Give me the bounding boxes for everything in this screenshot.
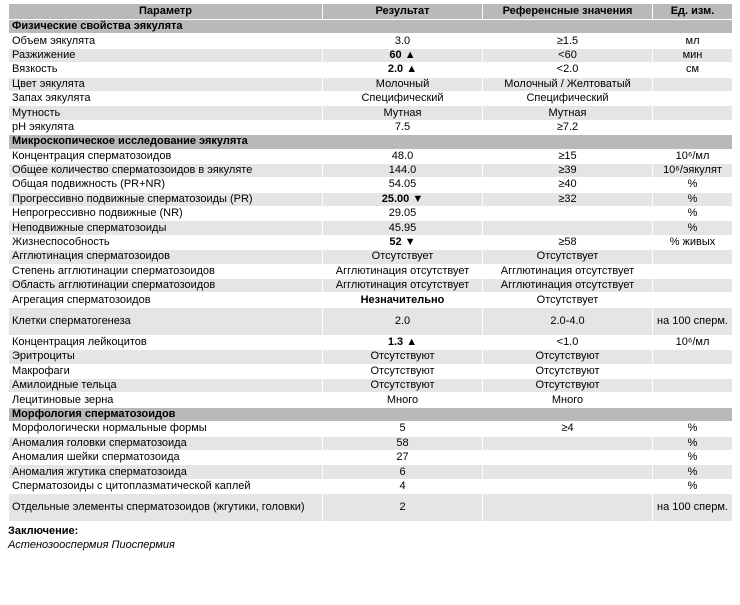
unit-cell: 10⁶/мл (653, 149, 733, 163)
table-row (9, 63, 733, 77)
param-cell: Лецитиновые зерна (9, 393, 323, 407)
ref-cell: 2.0-4.0 (483, 307, 653, 335)
ref-cell (483, 436, 653, 450)
param-cell: Сперматозоиды с цитоплазматической каплей (9, 479, 323, 493)
ref-cell: Отсутствует (483, 250, 653, 264)
param-cell: Область агглютинации сперматозоидов (9, 279, 323, 293)
ref-cell: Отсутствуют (483, 364, 653, 378)
table-row (9, 221, 733, 235)
table-row (9, 48, 733, 62)
ref-cell: ≥4 (483, 422, 653, 436)
param-cell: Общая подвижность (PR+NR) (9, 178, 323, 192)
ref-cell: ≥15 (483, 149, 653, 163)
ref-cell: Специфический (483, 91, 653, 105)
unit-cell (653, 293, 733, 307)
unit-cell (653, 77, 733, 91)
result-cell: Агглютинация отсутствует (323, 279, 483, 293)
results-table (8, 3, 733, 522)
result-cell: 25.00 ▼ (323, 192, 483, 206)
param-cell: Запах эякулята (9, 91, 323, 105)
unit-cell (653, 350, 733, 364)
table-row (9, 250, 733, 264)
section-title: Физические свойства эякулята (9, 20, 733, 34)
section-header (9, 407, 733, 421)
result-cell: 2.0 (323, 307, 483, 335)
conclusion-label: Заключение: (8, 525, 79, 538)
param-cell: Общее количество сперматозоидов в эякуляте (9, 163, 323, 177)
unit-cell: % (653, 422, 733, 436)
conclusion (8, 524, 732, 552)
unit-cell: % (653, 479, 733, 493)
unit-cell: на 100 сперм. (653, 307, 733, 335)
param-cell: Концентрация сперматозоидов (9, 149, 323, 163)
param-cell: Аномалия жгутика сперматозоида (9, 465, 323, 479)
unit-cell: 10⁶/мл (653, 335, 733, 349)
param-cell: Прогрессивно подвижные сперматозоиды (PR) (9, 192, 323, 206)
section-title: Микроскопическое исследование эякулята (9, 135, 733, 149)
table-row (9, 120, 733, 134)
unit-cell (653, 91, 733, 105)
table-row (9, 91, 733, 105)
param-cell: Мутность (9, 106, 323, 120)
report (8, 3, 732, 552)
param-cell: Неподвижные сперматозоиды (9, 221, 323, 235)
table-row (9, 436, 733, 450)
ref-cell: Молочный / Желтоватый (483, 77, 653, 91)
param-cell: Объем эякулята (9, 34, 323, 48)
unit-cell: на 100 сперм. (653, 494, 733, 522)
unit-cell (653, 120, 733, 134)
ref-cell: Отсутствуют (483, 378, 653, 392)
unit-cell (653, 106, 733, 120)
header-param: Параметр (9, 4, 323, 20)
ref-cell (483, 207, 653, 221)
table-row (9, 34, 733, 48)
unit-cell: % (653, 221, 733, 235)
header-result: Результат (323, 4, 483, 20)
table-row (9, 494, 733, 522)
param-cell: Отдельные элементы сперматозоидов (жгутики, головки) (9, 494, 323, 522)
result-cell: Молочный (323, 77, 483, 91)
result-cell: 27 (323, 450, 483, 464)
ref-cell: Много (483, 393, 653, 407)
section-header (9, 135, 733, 149)
unit-cell: % (653, 207, 733, 221)
section-title: Морфология сперматозоидов (9, 407, 733, 421)
ref-cell: ≥58 (483, 235, 653, 249)
table-row (9, 335, 733, 349)
table-row (9, 293, 733, 307)
result-cell: 52 ▼ (323, 235, 483, 249)
unit-cell: мин (653, 48, 733, 62)
result-cell: 45.95 (323, 221, 483, 235)
conclusion-text: Астенозооспермия Пиоспермия (8, 539, 175, 552)
ref-cell: Агглютинация отсутствует (483, 279, 653, 293)
table-row (9, 393, 733, 407)
ref-cell: Отсутствуют (483, 350, 653, 364)
result-cell: Много (323, 393, 483, 407)
result-cell: Отсутствуют (323, 364, 483, 378)
table-row (9, 378, 733, 392)
table-row (9, 422, 733, 436)
ref-cell: ≥32 (483, 192, 653, 206)
table-row (9, 192, 733, 206)
unit-cell: % (653, 450, 733, 464)
param-cell: Непрогрессивно подвижные (NR) (9, 207, 323, 221)
table-row (9, 77, 733, 91)
unit-cell: % живых (653, 235, 733, 249)
result-cell: 1.3 ▲ (323, 335, 483, 349)
param-cell: Цвет эякулята (9, 77, 323, 91)
unit-cell (653, 378, 733, 392)
unit-cell: см (653, 63, 733, 77)
ref-cell: Отсутствует (483, 293, 653, 307)
result-cell: 60 ▲ (323, 48, 483, 62)
ref-cell: <1.0 (483, 335, 653, 349)
param-cell: Агрегация сперматозоидов (9, 293, 323, 307)
param-cell: Агглютинация сперматозоидов (9, 250, 323, 264)
param-cell: Разжижение (9, 48, 323, 62)
ref-cell (483, 465, 653, 479)
unit-cell: % (653, 192, 733, 206)
result-cell: 58 (323, 436, 483, 450)
table-row (9, 106, 733, 120)
table-row (9, 350, 733, 364)
result-cell: 48.0 (323, 149, 483, 163)
result-cell: 2.0 ▲ (323, 63, 483, 77)
header-unit: Ед. изм. (653, 4, 733, 20)
result-cell: Отсутствует (323, 250, 483, 264)
unit-cell: мл (653, 34, 733, 48)
ref-cell (483, 450, 653, 464)
param-cell: Амилоидные тельца (9, 378, 323, 392)
table-row (9, 450, 733, 464)
table-header (9, 4, 733, 20)
table-row (9, 364, 733, 378)
param-cell: pH эякулята (9, 120, 323, 134)
result-cell: Отсутствуют (323, 350, 483, 364)
param-cell: Жизнеспособность (9, 235, 323, 249)
param-cell: Вязкость (9, 63, 323, 77)
param-cell: Клетки сперматогенеза (9, 307, 323, 335)
param-cell: Морфологически нормальные формы (9, 422, 323, 436)
result-cell: Специфический (323, 91, 483, 105)
ref-cell: <2.0 (483, 63, 653, 77)
param-cell: Аномалия головки сперматозоида (9, 436, 323, 450)
table-row (9, 178, 733, 192)
table-row (9, 307, 733, 335)
ref-cell: ≥7.2 (483, 120, 653, 134)
ref-cell: ≥39 (483, 163, 653, 177)
ref-cell: Мутная (483, 106, 653, 120)
result-cell: Незначительно (323, 293, 483, 307)
header-ref: Референсные значения (483, 4, 653, 20)
unit-cell (653, 393, 733, 407)
param-cell: Макрофаги (9, 364, 323, 378)
unit-cell (653, 279, 733, 293)
ref-cell: ≥40 (483, 178, 653, 192)
result-cell: 4 (323, 479, 483, 493)
table-row (9, 465, 733, 479)
section-header (9, 20, 733, 34)
ref-cell (483, 221, 653, 235)
ref-cell (483, 479, 653, 493)
ref-cell: ≥1.5 (483, 34, 653, 48)
result-cell: 5 (323, 422, 483, 436)
table-row (9, 163, 733, 177)
result-cell: 6 (323, 465, 483, 479)
param-cell: Аномалия шейки сперматозоида (9, 450, 323, 464)
unit-cell: % (653, 436, 733, 450)
table-row (9, 264, 733, 278)
table-row (9, 207, 733, 221)
ref-cell: <60 (483, 48, 653, 62)
param-cell: Концентрация лейкоцитов (9, 335, 323, 349)
result-cell: 54.05 (323, 178, 483, 192)
table-row (9, 279, 733, 293)
unit-cell (653, 250, 733, 264)
result-cell: 7.5 (323, 120, 483, 134)
unit-cell (653, 264, 733, 278)
result-cell: 3.0 (323, 34, 483, 48)
unit-cell: 10⁶/эякулят (653, 163, 733, 177)
unit-cell: % (653, 465, 733, 479)
unit-cell (653, 364, 733, 378)
table-row (9, 235, 733, 249)
table-row (9, 479, 733, 493)
result-cell: 144.0 (323, 163, 483, 177)
result-cell: Агглютинация отсутствует (323, 264, 483, 278)
ref-cell: Агглютинация отсутствует (483, 264, 653, 278)
table-row (9, 149, 733, 163)
result-cell: Отсутствуют (323, 378, 483, 392)
result-cell: Мутная (323, 106, 483, 120)
ref-cell (483, 494, 653, 522)
result-cell: 2 (323, 494, 483, 522)
param-cell: Эритроциты (9, 350, 323, 364)
param-cell: Степень агглютинации сперматозоидов (9, 264, 323, 278)
result-cell: 29.05 (323, 207, 483, 221)
unit-cell: % (653, 178, 733, 192)
